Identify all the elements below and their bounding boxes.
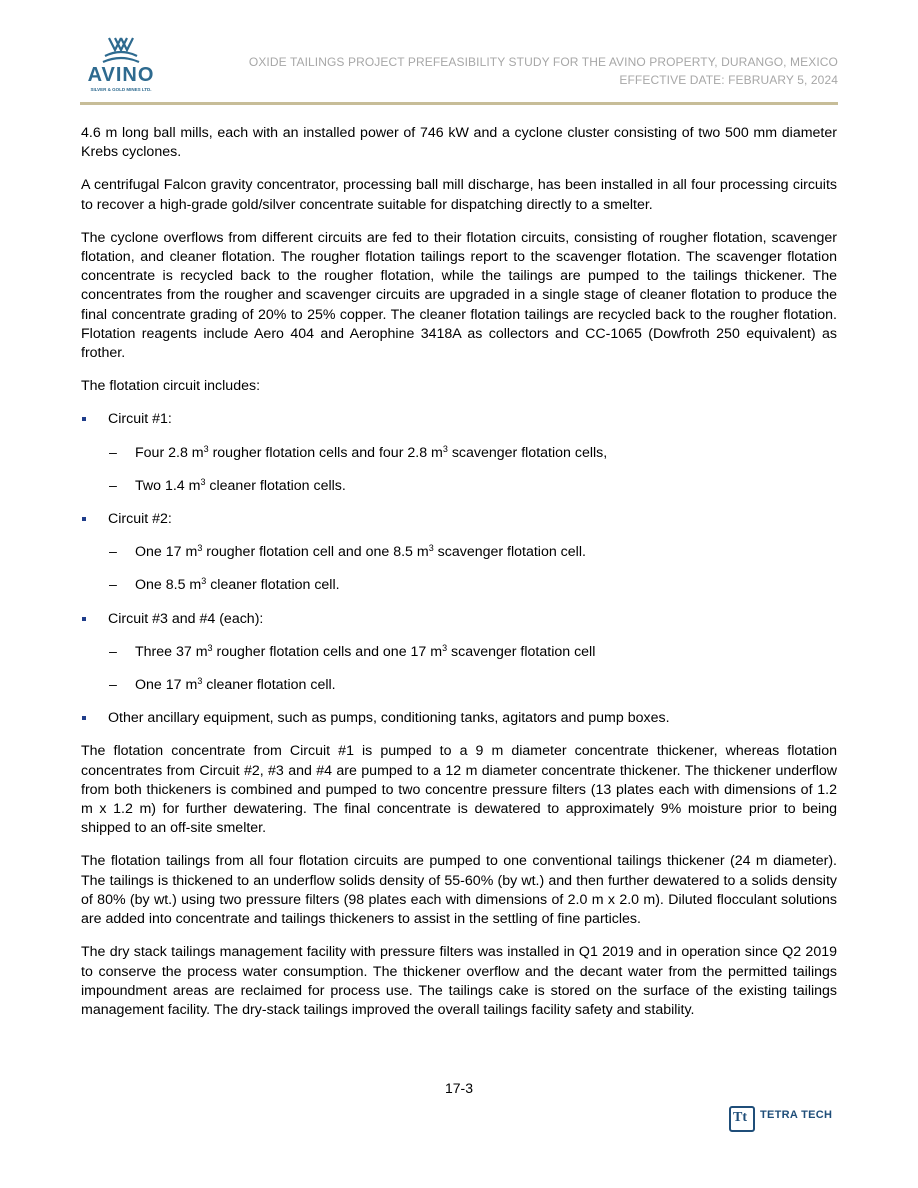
paragraph: The cyclone overflows from different circuits are fed to their flotation circuits, consisting of rougher flotation, scavenger flotation, and cleaner flotation. The rougher flotation tailings report to the scavenger flotation. The scavenger flotation concentrate is recycled back to the rougher flotation, while the tailings are pumped to the tailings thickener. The concentrates from the rougher and scavenger circuits are upgraded in a single stage of cleaner flotation to produce the final concentrate grading of 20% to 25% copper. The cleaner flotation tailings are recycled back to the rougher flotation. Flotation reagents include Aero 404 and Aerophine 3418A as collectors and CC-1065 (Dowfroth 250 equivalent) as frother.	[81, 229, 837, 362]
avino-emblem-icon	[101, 36, 141, 66]
sub-list-item: – One 8.5 $m^3$ cleaner flotation cell.	[81, 576, 837, 595]
dash-marker: –	[109, 577, 117, 594]
paragraph: A centrifugal Falcon gravity concentrator, processing ball mill discharge, has been installed in all four processing circuits to recover a high-grade gold/silver concentrate suitable for dispatching directly to a smelter.	[81, 177, 837, 213]
bullet-marker	[82, 517, 86, 521]
dash-marker: –	[109, 643, 117, 660]
header-effective-date: EFFECTIVE DATE: FEBRUARY 5, 2024	[619, 73, 838, 87]
sub-list-item: – Three 37 $m^3$ rougher flotation cells and one 17 $m^3$ scavenger flotation cell	[81, 643, 837, 662]
list-item-circuit-2: Circuit #2:	[81, 510, 837, 529]
paragraph: The flotation tailings from all four flotation circuits are pumped to one conventional tailings thickener (24 m diameter). The tailings is thickened to an underflow solids density of 55-60% (by wt.) and then further dewatered to a solids density of 80% (by wt.) using two pressure filters (98 plates each with dimensions of 2.0 m x 2.0 m). Diluted flocculant solutions are added into concentrate and tailings thickeners to assist in the settling of fine particles.	[81, 853, 837, 928]
bullet-marker	[82, 617, 86, 621]
logo-wordmark: AVINO	[87, 64, 155, 86]
dash-marker: –	[109, 544, 117, 561]
dash-marker: –	[109, 677, 117, 694]
paragraph: The flotation concentrate from Circuit #1 is pumped to a 9 m diameter concentrate thickener, whereas flotation concentrates from Circuit #2, #3 and #4 are pumped to a 12 m diameter concentrate thickener. The thickener underflow from both thickeners is combined and pumped to two concentre pressure filters (13 plates each with dimensions of 1.2 m x 1.2 m) for further dewatering. The final concentrate is dewatered to approximately 9% moisture prior to being shipped to an off-site smelter.	[81, 743, 837, 837]
page-number: 17-3	[444, 1080, 474, 1096]
bullet-marker	[82, 716, 86, 720]
sub-list-item: – Two 1.4 $m^3$ cleaner flotation cells.	[81, 477, 837, 496]
logo-subtext: SILVER & GOLD MINES LTD.	[90, 87, 152, 92]
dash-marker: –	[109, 444, 117, 461]
paragraph: 4.6 m long ball mills, each with an installed power of 746 kW and a cyclone cluster consisting of two 500 mm diameter Krebs cyclones.	[81, 125, 837, 161]
paragraph: The flotation circuit includes:	[81, 378, 261, 395]
sub-list-item: – Four 2.8 $m^3$ rougher flotation cells and four 2.8 $m^3$ scavenger flotation cells,	[81, 444, 837, 463]
paragraph: The dry stack tailings management facility with pressure filters was installed in Q1 2019 and in operation since Q2 2019 to conserve the process water consumption. The thickener overflow and the decant water from the permitted tailings impoundment areas are reclaimed for process use. The tailings cake is stored on the surface of the existing tailings management facility. The dry-stack tailings improved the overall tailings facility safety and stability.	[81, 944, 837, 1018]
list-item-ancillary: Other ancillary equipment, such as pumps, conditioning tanks, agitators and pump boxes.	[81, 709, 837, 728]
header-divider	[80, 102, 838, 105]
sub-list-item: – One 17 $m^3$ rougher flotation cell and one 8.5 $m^3$ scavenger flotation cell.	[81, 543, 837, 562]
body-content	[81, 124, 837, 1034]
list-item-circuit-3-4: Circuit #3 and #4 (each):	[81, 610, 837, 629]
sub-list-item: – One 17 $m^3$ cleaner flotation cell.	[81, 676, 837, 695]
bullet-marker	[82, 417, 86, 421]
header-title: OXIDE TAILINGS PROJECT PREFEASIBILITY STUDY FOR THE AVINO PROPERTY, DURANGO, MEXICO	[248, 55, 838, 69]
tetra-tech-mark-icon: Tt	[729, 1106, 755, 1132]
running-header	[249, 53, 838, 89]
avino-logo	[84, 36, 158, 98]
list-item-circuit-1: Circuit #1:	[81, 410, 837, 429]
dash-marker: –	[109, 477, 117, 494]
tetra-tech-wordmark: TETRA TECH	[760, 1109, 833, 1121]
